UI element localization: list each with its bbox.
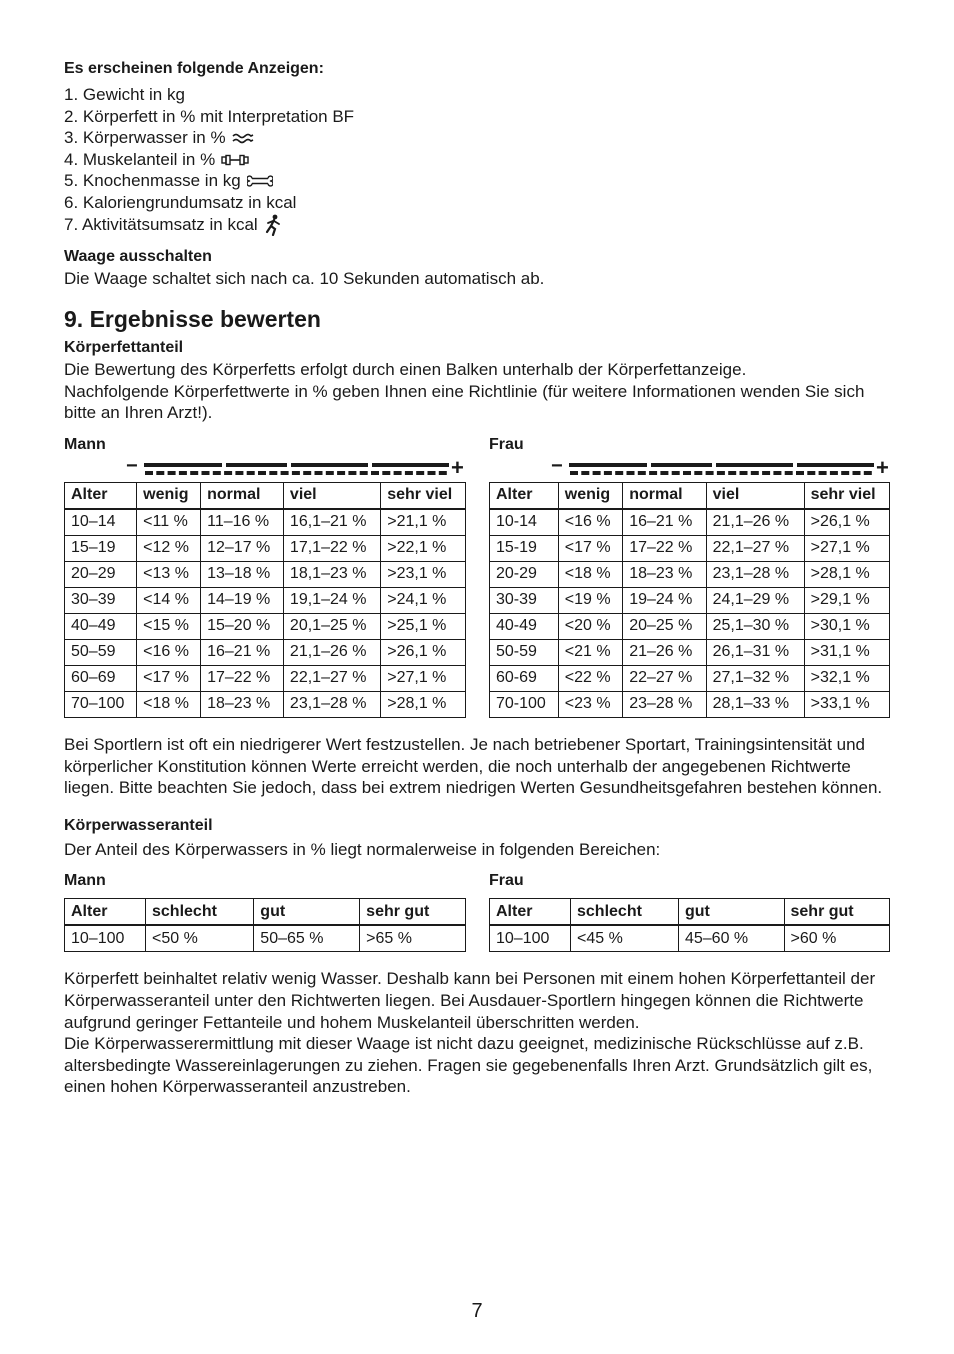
table-cell: 15-19 [490, 535, 559, 561]
scale-dash [337, 471, 345, 475]
table-cell: >28,1 % [381, 691, 466, 717]
dumbbell-icon [221, 154, 249, 166]
table-cell: 70-100 [490, 691, 559, 717]
table-cell: 19–24 % [623, 587, 706, 613]
scale-dash [751, 471, 759, 475]
table-cell: <17 % [558, 535, 622, 561]
table-cell: 10–100 [65, 925, 146, 952]
table-cell: >24,1 % [381, 587, 466, 613]
scale-dash [416, 471, 424, 475]
scale-dash [382, 471, 390, 475]
scale-dash [235, 471, 243, 475]
table-cell: 11–16 % [201, 509, 284, 536]
scale-dash [315, 471, 323, 475]
table-cell: <11 % [137, 509, 201, 536]
scale-dash [706, 471, 714, 475]
water-tables [64, 870, 890, 952]
scale-dash [762, 471, 770, 475]
table-cell: 19,1–24 % [283, 587, 380, 613]
water-table-frau-column [489, 870, 890, 952]
table-cell: 16,1–21 % [283, 509, 380, 536]
table-header-row [65, 899, 466, 926]
scale-dash [593, 471, 601, 475]
scale-dash [247, 471, 255, 475]
header-alter: Alter [490, 899, 571, 926]
table-cell: <19 % [558, 587, 622, 613]
fat-scale-bar [489, 456, 890, 482]
fat-tables [64, 434, 890, 718]
page-content [64, 58, 890, 1098]
fat-intro-line2: Nachfolgende Körperfettwerte in % geben Ihnen eine Richtlinie (für weitere Informationen wenden Sie sich bitte an Ihren Arzt!). [64, 381, 865, 423]
table-row [490, 535, 890, 561]
header-sehr-viel: sehr viel [804, 482, 889, 509]
header-sehr-gut: sehr gut [784, 899, 890, 926]
scale-dash [627, 471, 635, 475]
scale-dash [405, 471, 413, 475]
table-cell: 14–19 % [201, 587, 284, 613]
gender-label-mann: Mann [64, 872, 106, 890]
table-cell: 50–59 [65, 639, 137, 665]
table-row [490, 639, 890, 665]
scale-dash [371, 471, 379, 475]
gender-label-frau: Frau [489, 872, 524, 890]
table-row [490, 561, 890, 587]
scale-dash [145, 471, 153, 475]
table-cell: >23,1 % [381, 561, 466, 587]
table-cell: 28,1–33 % [706, 691, 804, 717]
scale-dash [604, 471, 612, 475]
list-item: 2. Körperfett in % mit Interpretation BF [64, 106, 355, 126]
table-cell: >28,1 % [804, 561, 889, 587]
table-cell: >26,1 % [381, 639, 466, 665]
table-cell: <20 % [558, 613, 622, 639]
scale-dash [773, 471, 781, 475]
scale-dash [694, 471, 702, 475]
table-header-row [65, 482, 466, 509]
table-row [65, 561, 466, 587]
table-cell: 17,1–22 % [283, 535, 380, 561]
table-cell: <21 % [558, 639, 622, 665]
fat-note: Bei Sportlern ist oft ein niedrigerer Wert festzustellen. Je nach betriebener Sportart, Trainingsintensität und körperlicher Konstitution können Werte erreicht werden, die noch unterhalb der angegebenen Richtwerte liegen. Bitte beachten Sie jedoch, dass bei extrem niedrigen Werten Gesundheitsgefahren bestehen können. [64, 734, 883, 798]
fat-table-frau-column [489, 434, 890, 718]
scale-dash [360, 471, 368, 475]
table-row [490, 587, 890, 613]
header-wenig: wenig [558, 482, 622, 509]
list-item: 3. Körperwasser in % [64, 127, 890, 149]
scale-dash [394, 471, 402, 475]
header-sehr-viel: sehr viel [381, 482, 466, 509]
table-cell: 15–20 % [201, 613, 284, 639]
table-cell: 30-39 [490, 587, 559, 613]
table-cell: >60 % [784, 925, 890, 952]
fat-scale-bar [64, 456, 466, 482]
page-number: 7 [471, 1300, 483, 1322]
table-cell: <50 % [146, 925, 254, 952]
scale-dash [258, 471, 266, 475]
list-item: 1. Gewicht in kg [64, 85, 185, 104]
table-cell: 20-29 [490, 561, 559, 587]
table-cell: 22–27 % [623, 665, 706, 691]
table-cell: 20–29 [65, 561, 137, 587]
scale-dash [570, 471, 578, 475]
table-cell: 23–28 % [623, 691, 706, 717]
table-row [65, 613, 466, 639]
table-cell: >27,1 % [804, 535, 889, 561]
header-alter: Alter [65, 899, 146, 926]
table-cell: <13 % [137, 561, 201, 587]
table-cell: >32,1 % [804, 665, 889, 691]
scale-dash [740, 471, 748, 475]
fat-table-frau [489, 482, 890, 718]
table-row [65, 509, 466, 536]
scale-dash [672, 471, 680, 475]
table-cell: <18 % [137, 691, 201, 717]
header-gut: gut [254, 899, 360, 926]
table-cell: 21,1–26 % [283, 639, 380, 665]
table-cell: <15 % [137, 613, 201, 639]
fat-intro-line1: Die Bewertung des Körperfetts erfolgt durch einen Balken unterhalb der Körperfettanzeige. [64, 360, 747, 380]
scale-dash [615, 471, 623, 475]
table-cell: 18,1–23 % [283, 561, 380, 587]
table-cell: 25,1–30 % [706, 613, 804, 639]
scale-minus-sign: − [126, 455, 138, 477]
table-cell: 16–21 % [623, 509, 706, 536]
table-cell: 18–23 % [623, 561, 706, 587]
header-schlecht: schlecht [571, 899, 679, 926]
table-cell: 50-59 [490, 639, 559, 665]
water-waves-icon [232, 132, 254, 144]
scale-dash [581, 471, 589, 475]
table-cell: <18 % [558, 561, 622, 587]
table-header-row [490, 899, 890, 926]
table-cell: >25,1 % [381, 613, 466, 639]
table-cell: 12–17 % [201, 535, 284, 561]
scale-dash [841, 471, 849, 475]
scale-dash [807, 471, 815, 475]
gender-label-mann: Mann [64, 435, 106, 453]
water-table-frau [489, 898, 890, 952]
scale-plus-sign: + [451, 455, 464, 480]
header-schlecht: schlecht [146, 899, 254, 926]
scale-dash [202, 471, 210, 475]
header-gut: gut [678, 899, 784, 926]
water-note-1: Körperfett beinhaltet relativ wenig Wasser. Deshalb kann bei Personen mit einem hohen Körperfettanteil der Körperwasseranteil unter den Richtwerten liegen. Bei Ausdauer-Sportlern hingegen können die Richtwerte aufgrund geringer Fettanteile und hohem Muskelanteil überschritten werden. [64, 969, 876, 1032]
table-cell: 60–69 [65, 665, 137, 691]
table-header-row [490, 482, 890, 509]
scale-dash [292, 471, 300, 475]
table-cell: <14 % [137, 587, 201, 613]
table-cell: >65 % [360, 925, 466, 952]
header-wenig: wenig [137, 482, 201, 509]
scale-dash [660, 471, 668, 475]
scale-minus-sign: − [551, 455, 563, 477]
scale-dash [179, 471, 187, 475]
scale-dash [649, 471, 657, 475]
table-cell: 10–100 [490, 925, 571, 952]
scale-dash [728, 471, 736, 475]
table-cell: <12 % [137, 535, 201, 561]
table-cell: >21,1 % [381, 509, 466, 536]
display-list [64, 84, 890, 236]
table-row [65, 925, 466, 952]
table-cell: >31,1 % [804, 639, 889, 665]
table-cell: 15–19 [65, 535, 137, 561]
table-cell: >30,1 % [804, 613, 889, 639]
table-cell: >27,1 % [381, 665, 466, 691]
table-cell: 21,1–26 % [706, 509, 804, 536]
table-cell: >33,1 % [804, 691, 889, 717]
table-cell: 21–26 % [623, 639, 706, 665]
bone-icon [247, 175, 273, 187]
table-row [490, 691, 890, 717]
water-table-mann-column [64, 870, 466, 952]
header-normal: normal [201, 482, 284, 509]
list-item: 6. Kaloriengrundumsatz in kcal [64, 192, 297, 212]
table-cell: 13–18 % [201, 561, 284, 587]
header-viel: viel [706, 482, 804, 509]
gender-label-frau: Frau [489, 435, 524, 453]
scale-dash [638, 471, 646, 475]
runner-icon [264, 214, 282, 236]
table-cell: >26,1 % [804, 509, 889, 536]
scale-dash [224, 471, 232, 475]
table-cell: 40-49 [490, 613, 559, 639]
scale-dash [213, 471, 221, 475]
fat-table-mann [64, 482, 466, 718]
fat-table-mann-column [64, 434, 466, 718]
water-note-2: Die Körperwasserermittlung mit dieser Waage ist nicht dazu geeignet, medizinische Rückschlüsse auf z.B. altersbedingte Wassereinlagerungen zu ziehen. Fragen sie gegebenenfalls Ihren Arzt. Grundsätzlich gilt es, einen hohen Körperwasseranteil anzustreben. [64, 1034, 873, 1097]
table-cell: 10-14 [490, 509, 559, 536]
table-cell: 23,1–28 % [283, 691, 380, 717]
water-intro: Der Anteil des Körperwassers in % liegt normalerweise in folgenden Bereichen: [64, 839, 661, 859]
table-cell: 22,1–27 % [706, 535, 804, 561]
scale-dash [683, 471, 691, 475]
section-title: 9. Ergebnisse bewerten [64, 306, 321, 333]
table-cell: 70–100 [65, 691, 137, 717]
table-cell: <45 % [571, 925, 679, 952]
scale-dash [281, 471, 289, 475]
table-cell: <17 % [137, 665, 201, 691]
table-cell: 60-69 [490, 665, 559, 691]
table-cell: 30–39 [65, 587, 137, 613]
table-cell: <23 % [558, 691, 622, 717]
table-cell: <16 % [137, 639, 201, 665]
table-cell: 23,1–28 % [706, 561, 804, 587]
scale-dash [190, 471, 198, 475]
scale-dash [428, 471, 436, 475]
table-cell: 17–22 % [201, 665, 284, 691]
list-item: 7. Aktivitätsumsatz in kcal [64, 214, 890, 236]
scale-dash [303, 471, 311, 475]
table-cell: 16–21 % [201, 639, 284, 665]
scale-dash [439, 471, 447, 475]
scale-dash [717, 471, 725, 475]
table-cell: 27,1–32 % [706, 665, 804, 691]
table-cell: 18–23 % [201, 691, 284, 717]
table-cell: <16 % [558, 509, 622, 536]
table-cell: 22,1–27 % [283, 665, 380, 691]
switch-off-text: Die Waage schaltet sich nach ca. 10 Sekunden automatisch ab. [64, 268, 545, 288]
fat-heading: Körperfettanteil [64, 339, 184, 357]
table-row [490, 613, 890, 639]
scale-dash [326, 471, 334, 475]
scale-dash [830, 471, 838, 475]
table-row [65, 691, 466, 717]
table-cell: 20–25 % [623, 613, 706, 639]
header-normal: normal [623, 482, 706, 509]
table-cell: 26,1–31 % [706, 639, 804, 665]
table-cell: 45–60 % [678, 925, 784, 952]
list-item: 4. Muskelanteil in % [64, 149, 890, 171]
scale-dash [269, 471, 277, 475]
table-row [490, 509, 890, 536]
table-cell: 24,1–29 % [706, 587, 804, 613]
water-table-mann [64, 898, 466, 952]
scale-dash [819, 471, 827, 475]
scale-dash [168, 471, 176, 475]
display-list-heading: Es erscheinen folgende Anzeigen: [64, 60, 324, 77]
table-cell: <22 % [558, 665, 622, 691]
table-row [65, 639, 466, 665]
header-viel: viel [283, 482, 380, 509]
table-row [65, 535, 466, 561]
table-cell: >22,1 % [381, 535, 466, 561]
table-row [490, 665, 890, 691]
table-row [490, 925, 890, 952]
water-heading: Körperwasseranteil [64, 816, 213, 834]
table-row [65, 665, 466, 691]
header-alter: Alter [490, 482, 559, 509]
scale-dash [348, 471, 356, 475]
scale-dash [864, 471, 872, 475]
scale-dash [853, 471, 861, 475]
switch-off-heading: Waage ausschalten [64, 247, 212, 265]
table-cell: 17–22 % [623, 535, 706, 561]
scale-dash [796, 471, 804, 475]
list-item: 5. Knochenmasse in kg [64, 170, 890, 192]
scale-dash [785, 471, 793, 475]
scale-plus-sign: + [876, 455, 889, 480]
header-alter: Alter [65, 482, 137, 509]
table-cell: 10–14 [65, 509, 137, 536]
table-cell: 50–65 % [254, 925, 360, 952]
scale-dash [156, 471, 164, 475]
table-cell: 20,1–25 % [283, 613, 380, 639]
table-row [65, 587, 466, 613]
table-cell: 40–49 [65, 613, 137, 639]
header-sehr-gut: sehr gut [360, 899, 466, 926]
table-cell: >29,1 % [804, 587, 889, 613]
